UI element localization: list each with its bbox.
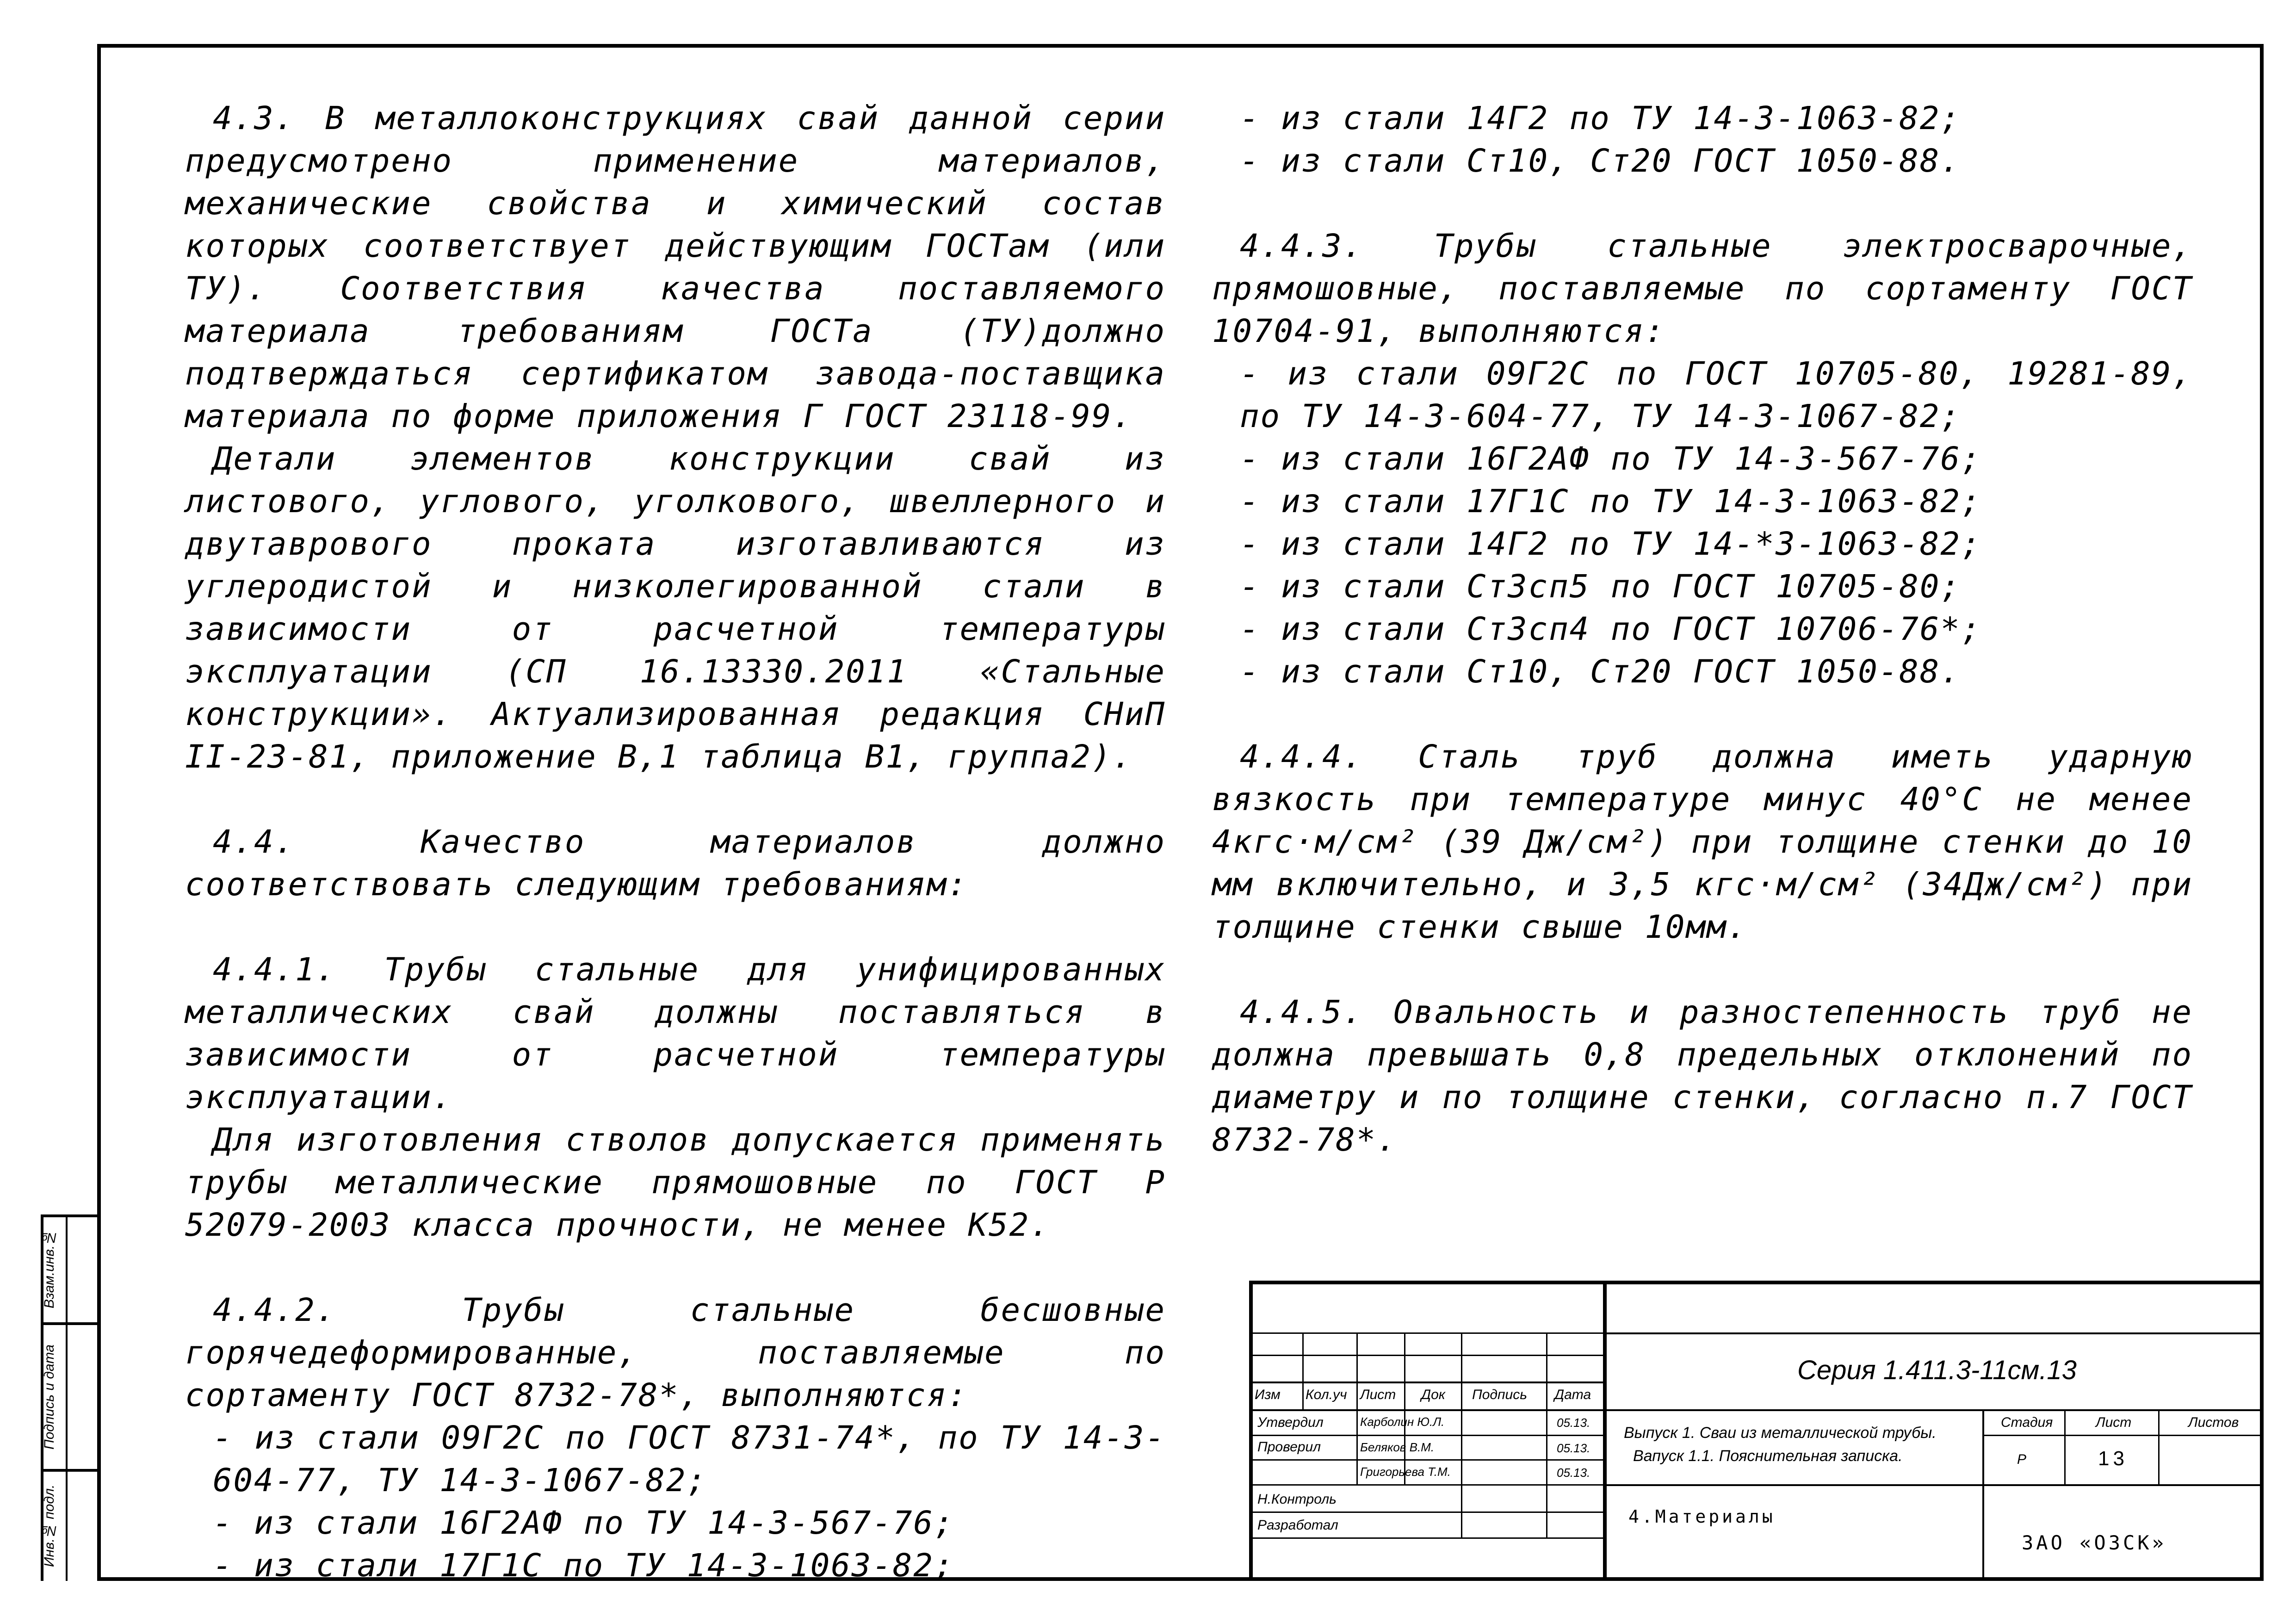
role-approved: Утвердил	[1257, 1415, 1324, 1430]
paragraph: 4.4.1. Трубы стальные для унифицированных металлических свай должны поставляться в зависимости от расчетной температуры эксплуатации.	[185, 951, 1166, 1116]
side-stamp	[41, 1214, 97, 1581]
inv-podl-label: Инв.№ подл.	[42, 1484, 57, 1567]
list-item: - из стали 14Г2 по ТУ 14-*3-1063-82;	[1240, 526, 1982, 563]
company-name: ЗАО «ОЗСК»	[2022, 1531, 2166, 1554]
list-item: - из стали 14Г2 по ТУ 14-3-1063-82;	[1240, 100, 1961, 137]
list-item: - из стали 17Г1С по ТУ 14-3-1063-82;	[213, 1547, 955, 1584]
paragraph: 4.4.4. Сталь труб должна иметь ударную вязкость при температуре минус 40°С не менее 4кгс·м/см² (39 Дж/см²) при толщине стенки до 10 мм включительно, и 3,5 кгс·м/см² (34Дж/см²) при толщине стенки свыше 10мм.	[1212, 738, 2193, 946]
list-item: - из стали Ст3сп5 по ГОСТ 10705-80;	[1240, 568, 1961, 605]
stage-label: Стадия	[2001, 1415, 2053, 1430]
section-name: 4.Материалы	[1628, 1506, 1776, 1527]
date-checked: 05.13.	[1557, 1441, 1590, 1455]
paragraph: Детали элементов конструкции свай из листового, углового, уголкового, швеллерного и двутаврового проката изготавливаются из углеродистой и низколегированной стали в зависимости от расчетной температуры эксплуатации (СП 16.13330.2011 «Стальные конструкции». Актуализированная редакция СНиП II-23-81, приложение В,1 таблица В1, группа2).	[185, 440, 1166, 775]
paragraph-gap	[185, 778, 1166, 821]
list-item: - из стали Ст10, Ст20 ГОСТ 1050-88.	[1240, 142, 1961, 180]
sheet-label: Лист	[2096, 1415, 2132, 1430]
paragraph: Для изготовления стволов допускается применять трубы металлические прямошовные по ГОСТ Р 52079-2003 класса прочности, не менее К52.	[185, 1121, 1166, 1244]
header-dok: Док	[1421, 1387, 1445, 1402]
date-third: 05.13.	[1557, 1466, 1590, 1480]
name-approved: Карболин Ю.Л.	[1360, 1415, 1445, 1429]
list-item: - из стали 09Г2С по ГОСТ 8731-74*, по ТУ 14-3-604-77, ТУ 14-3-1067-82;	[213, 1419, 1166, 1499]
paragraph: 4.4. Качество материалов должно соответствовать следующим требованиям:	[185, 824, 1166, 903]
header-data: Дата	[1554, 1387, 1591, 1402]
signature-date-label: Подпись и дата	[42, 1344, 57, 1450]
list-item: - из стали Ст3сп4 по ГОСТ 10706-76*;	[1240, 611, 1982, 648]
header-list: Лист	[1360, 1387, 1396, 1402]
doc-title-line1: Выпуск 1. Сваи из металлической трубы.	[1624, 1424, 1937, 1442]
paragraph: 4.4.5. Овальность и разностепенность труб не должна превышать 0,8 предельных отклонений по диаметру и по толщине стенки, согласно п.7 ГОСТ 8732-78*.	[1212, 994, 2193, 1158]
list-item: - из стали 09Г2С по ГОСТ 10705-80, 19281-89, по ТУ 14-3-604-77, ТУ 14-3-1067-82;	[1240, 355, 2193, 435]
paragraph-gap	[1212, 948, 2193, 991]
name-checked: Беляков В.М.	[1360, 1440, 1435, 1454]
right-text-column	[1212, 97, 2193, 1161]
name-third: Григорьева Т.М.	[1360, 1465, 1451, 1479]
paragraph-gap	[1212, 693, 2193, 736]
title-block	[1249, 1281, 2264, 1581]
list-item: - из стали Ст10, Ст20 ГОСТ 1050-88.	[1240, 653, 1961, 690]
paragraph: 4.3. В металлоконструкциях свай данной серии предусмотрено применение материалов, механические свойства и химический состав которых соответствует действующим ГОСТам (или ТУ). Соответствия качества поставляемого материала требованиям ГОСТа (ТУ)должно подтверждаться сертификатом завода-поставщика материала по форме приложения Г ГОСТ 23118-99.	[185, 100, 1166, 435]
role-developed: Разработал	[1257, 1518, 1338, 1533]
stage-value: Р	[2017, 1452, 2027, 1467]
role-checked: Проверил	[1257, 1439, 1321, 1455]
paragraph: 4.4.2. Трубы стальные бесшовные горячедеформированные, поставляемые по сортаменту ГОСТ 8732-78*, выполняются:	[185, 1292, 1166, 1414]
paragraph-gap	[1212, 182, 2193, 225]
list-item: - из стали 16Г2АФ по ТУ 14-3-567-76;	[1240, 440, 1982, 477]
role-norm-control: Н.Контроль	[1257, 1492, 1337, 1507]
header-kol: Кол.уч	[1306, 1387, 1347, 1402]
paragraph-gap	[185, 906, 1166, 948]
list-item: - из стали 16Г2АФ по ТУ 14-3-567-76;	[213, 1505, 955, 1542]
paragraph: 4.4.3. Трубы стальные электросварочные, прямошовные, поставляемые по сортаменту ГОСТ 10704-91, выполняются:	[1212, 228, 2193, 350]
date-approved: 05.13.	[1557, 1416, 1590, 1430]
paragraph-gap	[185, 1246, 1166, 1289]
sheet-value: 13	[2098, 1447, 2128, 1470]
doc-title-line2: Вапуск 1.1. Пояснительная записка.	[1633, 1447, 1903, 1465]
sheets-label: Листов	[2188, 1415, 2239, 1430]
header-izm: Изм	[1255, 1387, 1281, 1402]
list-item: - из стали 17Г1С по ТУ 14-3-1063-82;	[1240, 483, 1982, 520]
series-title: Серия 1.411.3-11см.13	[1797, 1355, 2077, 1385]
left-text-column	[185, 97, 1166, 1587]
header-podpis: Подпись	[1472, 1387, 1527, 1402]
vzam-inv-label: Взам.инв.№	[42, 1230, 57, 1308]
